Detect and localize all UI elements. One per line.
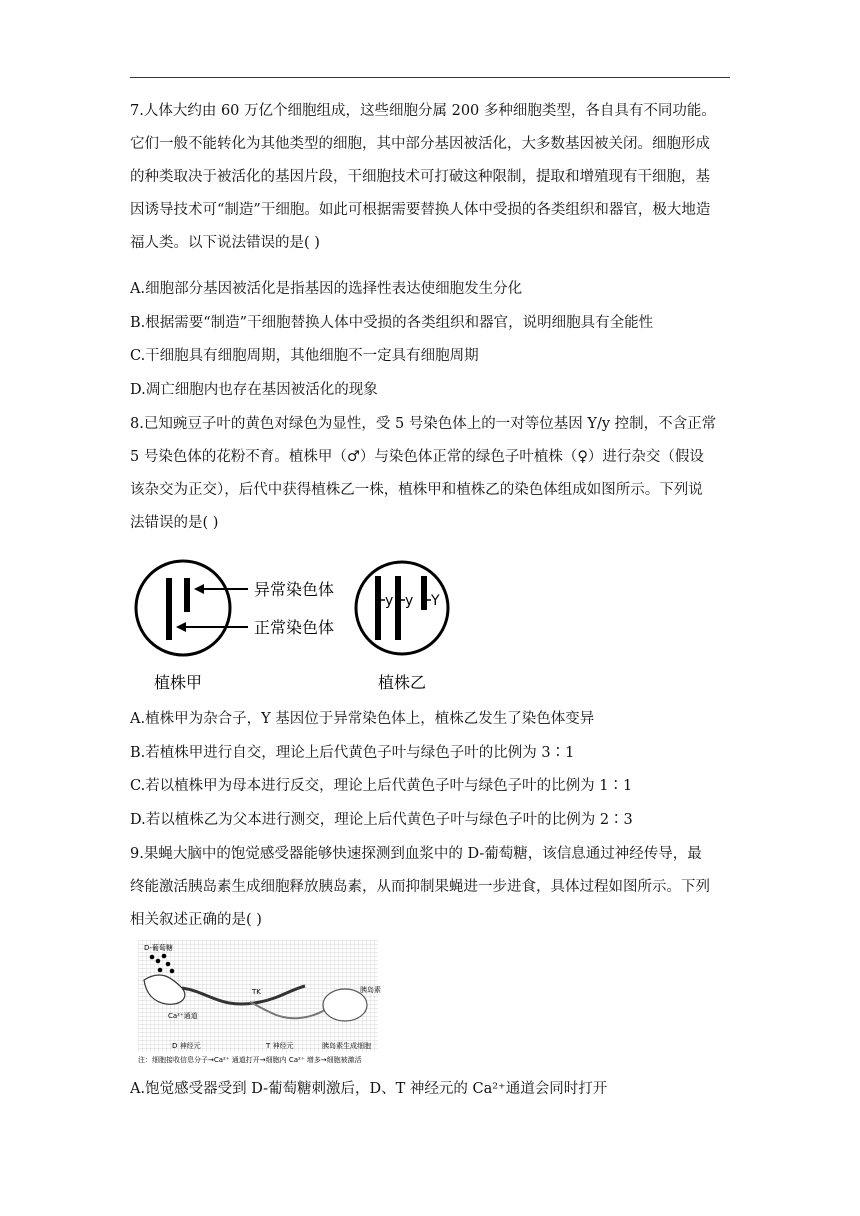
gene-y2-label: y xyxy=(405,593,414,609)
plant-a-figure xyxy=(130,558,360,698)
q7-option-c: C.干细胞具有细胞周期，其他细胞不一定具有细胞周期 xyxy=(130,348,479,364)
question-9-stem xyxy=(130,838,730,937)
chromosome-y1 xyxy=(375,576,381,640)
neuron-diagram xyxy=(130,940,430,1070)
q9-line-1: 9.果蝇大脑中的饱觉感受器能够快速探测到血浆中的 D-葡萄糖，该信息通过神经传导，最 xyxy=(130,846,702,862)
q9-line-2: 终能激活胰岛素生成细胞释放胰岛素，从而抑制果蝇进一步进食，具体过程如图所示。下列 xyxy=(130,879,710,895)
abnormal-arrow-head xyxy=(194,584,204,594)
header-rule xyxy=(130,77,730,78)
t-neuron-label: T 神经元 xyxy=(266,1042,294,1050)
question-7-stem xyxy=(130,95,730,260)
q7-option-b: B.根据需要“制造”干细胞替换人体中受损的各类组织和器官，说明细胞具有全能性 xyxy=(130,315,654,331)
q8-option-a: A.植株甲为杂合子，Y 基因位于异常染色体上，植株乙发生了染色体变异 xyxy=(130,711,595,727)
ca-channel-label: Ca²⁺通道 xyxy=(168,1012,198,1020)
q8-option-c: C.若以植株甲为母本进行反交，理论上后代黄色子叶与绿色子叶的比例为 1∶1 xyxy=(130,778,633,794)
plant-a-caption: 植株甲 xyxy=(154,673,203,692)
chromosome-Y xyxy=(421,576,427,610)
d-neuron-label: D 神经元 xyxy=(172,1042,201,1050)
q9-line-3: 相关叙述正确的是( ) xyxy=(130,912,262,928)
q7-line-1: 7.人体大约由 60 万亿个细胞组成，这些细胞分属 200 多种细胞类型，各自具有不同功能。 xyxy=(130,103,716,119)
normal-arrow-head xyxy=(176,622,186,632)
normal-chromosome xyxy=(166,578,172,640)
q7-line-2: 它们一般不能转化为其他类型的细胞，其中部分基因被活化，大多数基因被关闭。细胞形成 xyxy=(130,136,710,152)
q7-line-5: 福人类。以下说法错误的是( ) xyxy=(130,235,320,251)
chromosome-y2 xyxy=(395,576,401,640)
q8-line-4: 法错误的是( ) xyxy=(130,515,219,531)
tk-label: TK xyxy=(252,988,261,996)
diagram-note: 注：细胞接收信息分子→Ca²⁺ 通道打开→细胞内 Ca²⁺ 增多→细胞被激活 xyxy=(138,1056,362,1064)
plant-b-figure xyxy=(350,558,460,698)
q8-line-3: 该杂交为正交），后代中获得植株乙一株，植株甲和植株乙的染色体组成如图所示。下列说 xyxy=(130,482,703,498)
abnormal-chromosome-label: 异常染色体 xyxy=(254,580,335,599)
plant-a-cell xyxy=(136,561,230,655)
q7-option-a: A.细胞部分基因被活化是指基因的选择性表达使细胞发生分化 xyxy=(130,281,523,297)
q8-line-1: 8.已知豌豆子叶的黄色对绿色为显性，受 5 号染色体上的一对等位基因 Y/y 控制，不含正常 xyxy=(130,416,717,432)
q7-option-d: D.凋亡细胞内也存在基因被活化的现象 xyxy=(130,382,378,398)
q8-option-d: D.若以植株乙为父本进行测交，理论上后代黄色子叶与绿色子叶的比例为 2∶3 xyxy=(130,812,633,828)
q7-line-4: 因诱导技术可“制造”干细胞。如此可根据需要替换人体中受损的各类组织和器官，极大地造 xyxy=(130,202,711,218)
q8-option-b: B.若植株甲进行自交，理论上后代黄色子叶与绿色子叶的比例为 3∶1 xyxy=(130,745,575,761)
plant-b-caption: 植株乙 xyxy=(378,673,427,692)
gene-y1-label: y xyxy=(385,593,394,609)
normal-chromosome-label: 正常染色体 xyxy=(254,618,335,637)
q9-option-a: A.饱觉感受器受到 D-葡萄糖刺激后，D、T 神经元的 Ca²⁺通道会同时打开 xyxy=(130,1081,608,1097)
q7-line-3: 的种类取决于被活化的基因片段，干细胞技术可打破这种限制，提取和增殖现有干细胞，基 xyxy=(130,169,710,185)
glucose-label: D-葡萄糖 xyxy=(144,944,173,952)
q8-line-2: 5 号染色体的花粉不育。植株甲（♂）与染色体正常的绿色子叶植株（♀）进行杂交（假设 xyxy=(130,449,704,465)
insulin-label: 胰岛素 xyxy=(360,986,381,994)
question-8-stem xyxy=(130,408,730,540)
gene-Y-label: Y xyxy=(431,593,440,609)
insulin-cell-label: 胰岛素生成细胞 xyxy=(322,1042,371,1050)
abnormal-chromosome xyxy=(184,578,190,612)
